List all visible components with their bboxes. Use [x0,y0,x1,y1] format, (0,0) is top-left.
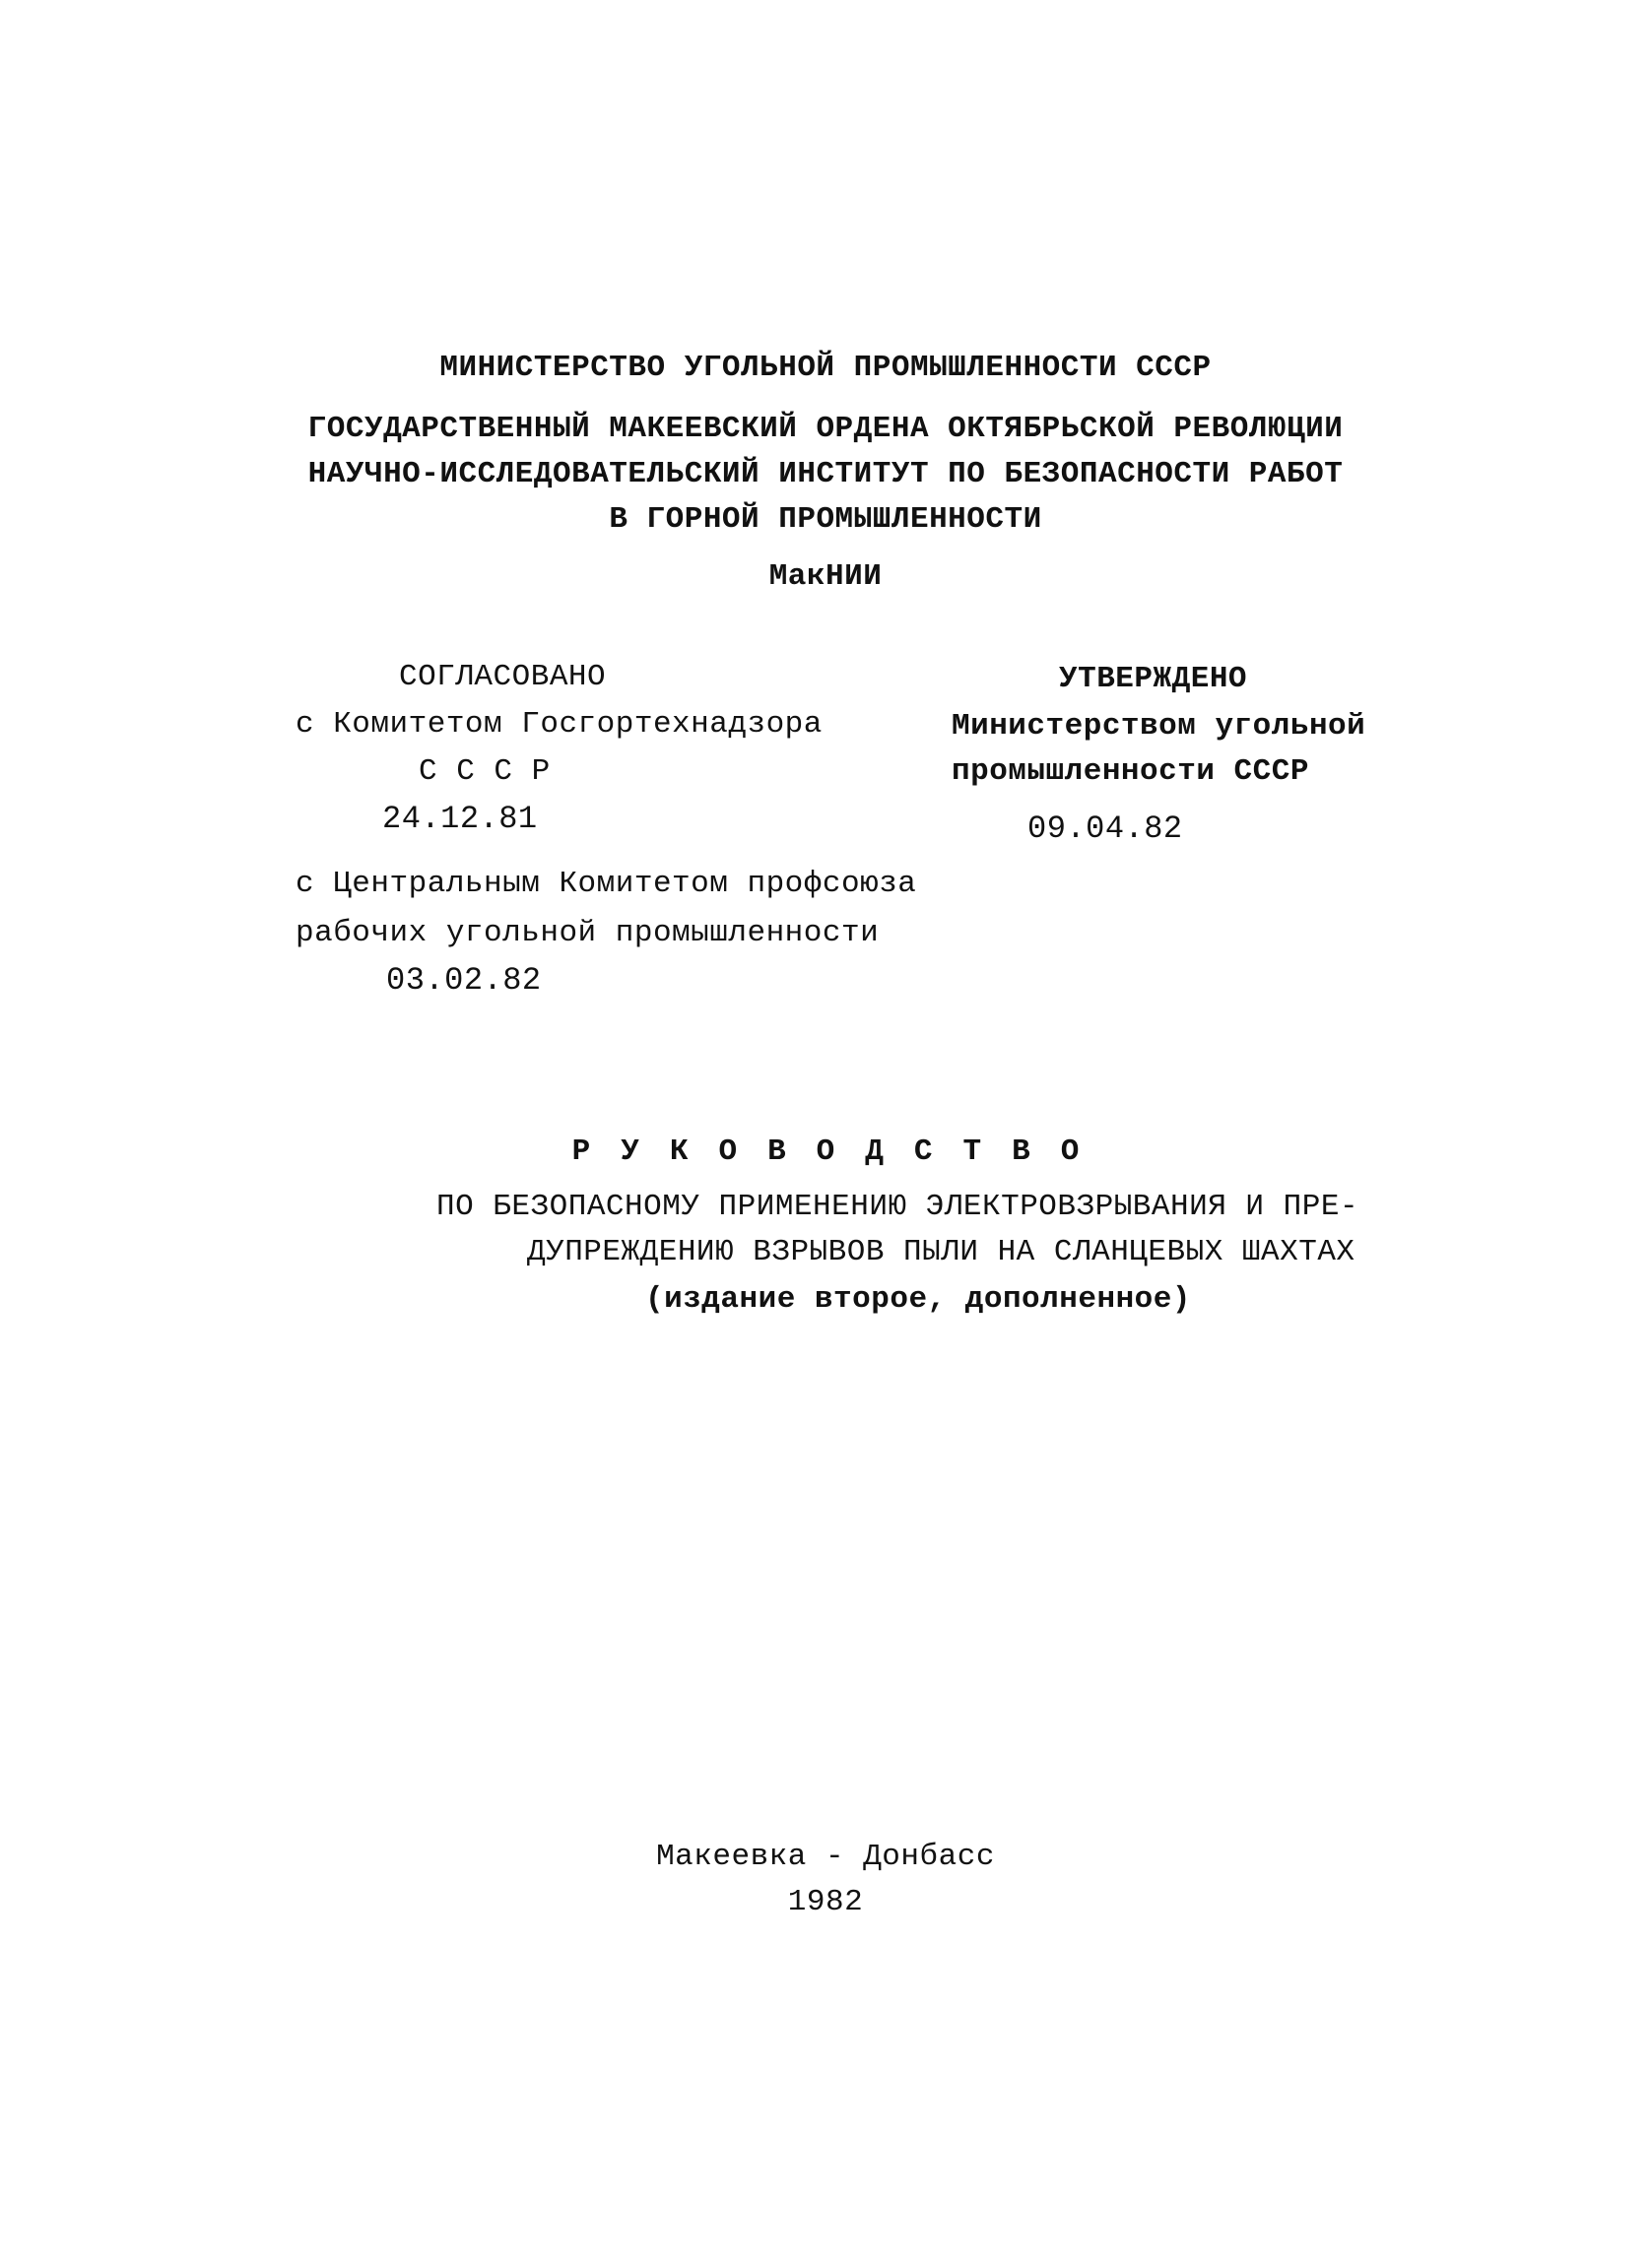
approved-by-line-2: промышленности СССР [952,754,1309,789]
institute-abbreviation: МакНИИ [768,559,883,594]
agreed-heading: СОГЛАСОВАНО [399,660,607,694]
agreed-committee-date: 24.12.81 [382,801,538,837]
institute-name-line-1: ГОСУДАРСТВЕННЫЙ МАКЕЕВСКИЙ ОРДЕНА ОКТЯБРЬСКОЙ РЕВОЛЮЦИИ [307,412,1344,446]
agreed-union-line-2: рабочих угольной промышленности [296,916,880,950]
document-subtitle-line-1: ПО БЕЗОПАСНОМУ ПРИМЕНЕНИЮ ЭЛЕКТРОВЗРЫВАНИЯ И ПРЕ- [436,1190,1359,1224]
document-subtitle-line-2: ДУПРЕЖДЕНИЮ ВЗРЫВОВ ПЫЛИ НА СЛАНЦЕВЫХ ШАХТАХ [527,1235,1355,1269]
imprint-year: 1982 [787,1885,864,1919]
agreed-committee-line-1: с Комитетом Госгортехнадзора [296,707,823,742]
imprint-place: Макеевка - Донбасс [656,1840,995,1874]
ministry-name: МИНИСТЕРСТВО УГОЛЬНОЙ ПРОМЫШЛЕННОСТИ СССР [439,351,1212,385]
institute-name-line-2: НАУЧНО-ИССЛЕДОВАТЕЛЬСКИЙ ИНСТИТУТ ПО БЕЗОПАСНОСТИ РАБОТ [307,457,1344,491]
agreed-union-line-1: с Центральным Комитетом профсоюза [296,867,917,901]
approved-by-line-1: Министерством угольной [952,709,1366,744]
approved-date: 09.04.82 [1027,810,1183,847]
document-title: РУКОВОДСТВО [571,1134,1110,1169]
agreed-union-date: 03.02.82 [386,962,542,999]
agreed-committee-line-2: С С С Р [419,754,551,789]
edition-note: (издание второе, дополненное) [645,1282,1191,1317]
approved-heading: УТВЕРЖДЕНО [1059,662,1248,696]
institute-name-line-3: В ГОРНОЙ ПРОМЫШЛЕННОСТИ [609,502,1042,537]
